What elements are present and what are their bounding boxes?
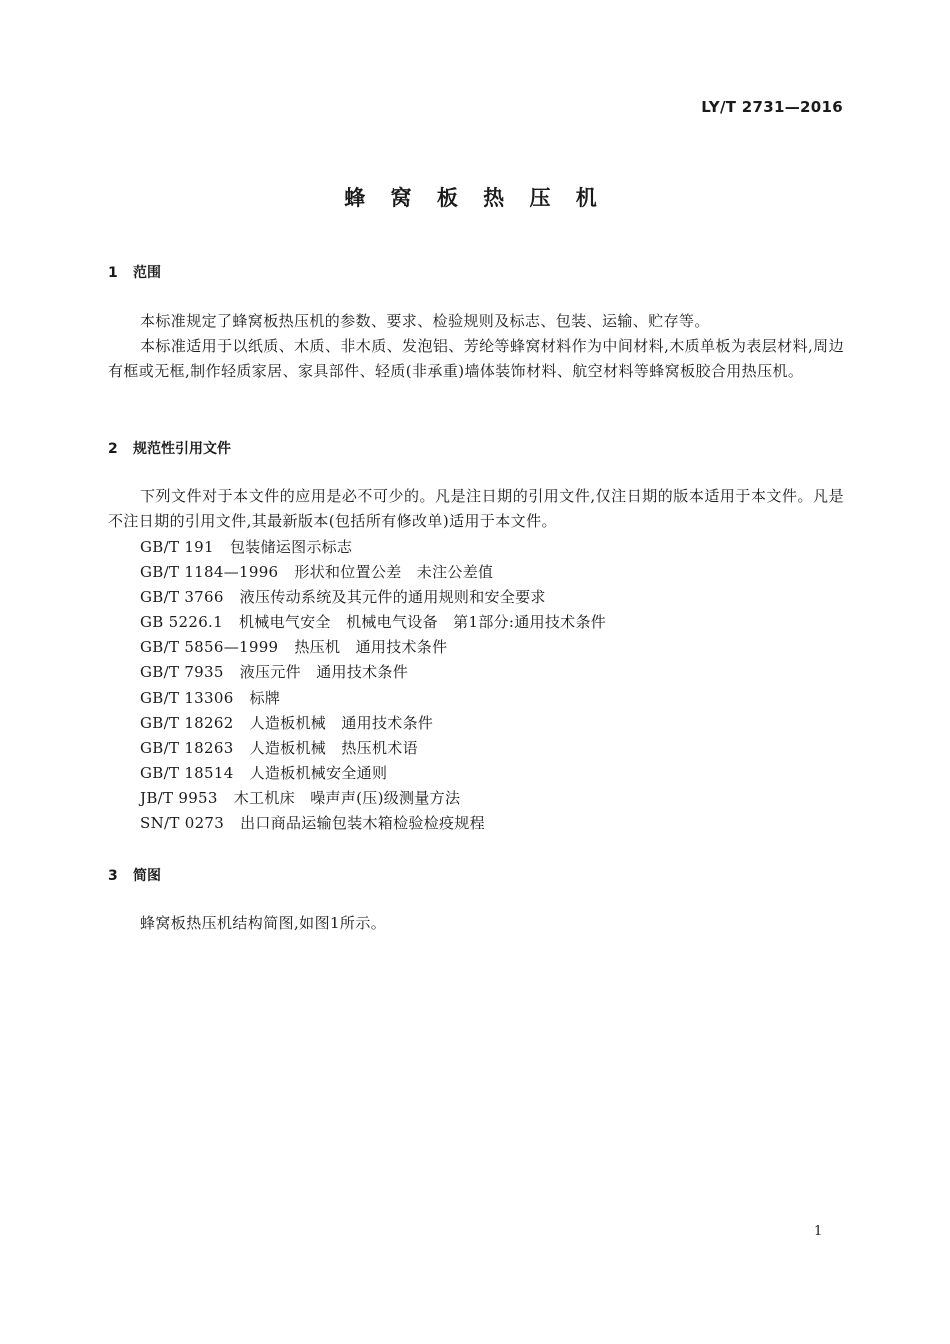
reference-code: SN/T 0273 [140,814,225,833]
reference-title: 机械电气安全 机械电气设备 第1部分:通用技术条件 [238,613,607,632]
reference-item [140,686,606,711]
reference-code: GB/T 5856—1999 [140,638,279,657]
reference-title: 包装储运图示标志 [229,538,353,556]
section-number: 1 [108,265,118,281]
reference-title: 人造板机械 通用技术条件 [249,713,434,732]
reference-item [140,560,606,585]
reference-item [140,585,606,610]
reference-title: 液压元件 通用技术条件 [239,663,409,682]
reference-item [140,736,606,761]
section-title: 规范性引用文件 [133,441,231,457]
section-2-heading [108,438,231,458]
reference-item [140,635,606,660]
reference-code: JB/T 9953 [140,788,218,807]
reference-item [140,610,606,635]
reference-item [140,786,606,811]
reference-code: GB/T 18514 [140,763,234,782]
reference-title: 人造板机械安全通则 [249,763,388,782]
section-3-paragraph-1: 蜂窝板热压机结构简图,如图1所示。 [140,914,387,932]
reference-code: GB 5226.1 [140,613,223,632]
reference-title: 形状和位置公差 未注公差值 [294,563,494,582]
section-1-paragraph-2: 本标准适用于以纸质、木质、非木质、发泡铝、芳纶等蜂窝材料作为中间材料,木质单板为表层材料,周边有框或无框,制作轻质家居、家具部件、轻质(非承重)墙体装饰材料、航空材料等蜂窝板胶合用热压机。 [108,337,844,380]
reference-title: 人造板机械 热压机术语 [249,738,418,757]
section-number: 3 [108,868,118,884]
standard-code: LY/T 2731—2016 [701,98,843,116]
normative-references-list [140,535,606,836]
section-1-paragraph-1: 本标准规定了蜂窝板热压机的参数、要求、检验规则及标志、包装、运输、贮存等。 [140,312,710,330]
reference-code: GB/T 18262 [140,713,234,732]
reference-title: 热压机 通用技术条件 [294,638,448,657]
reference-code: GB/T 13306 [140,688,234,707]
reference-code: GB/T 1184—1996 [140,563,279,582]
reference-code: GB/T 3766 [140,588,224,607]
reference-title: 标牌 [249,688,281,707]
section-1-heading [108,262,161,282]
section-title: 范围 [133,265,161,281]
section-3-heading [108,865,161,885]
reference-title: 木工机床 噪声声(压)级测量方法 [233,788,461,807]
reference-code: GB/T 18263 [140,738,234,757]
reference-item [140,535,606,560]
document-title: 蜂 窝 板 热 压 机 [344,186,606,210]
reference-title: 液压传动系统及其元件的通用规则和安全要求 [239,588,546,607]
page-number: 1 [814,1224,823,1239]
section-number: 2 [108,441,118,457]
section-title: 简图 [133,868,161,884]
reference-item [140,811,606,836]
reference-item [140,660,606,685]
reference-code: GB/T 7935 [140,663,224,682]
reference-item [140,761,606,786]
reference-title: 出口商品运输包装木箱检验检疫规程 [240,814,485,833]
reference-item [140,711,606,736]
reference-code: GB/T 191 [140,538,214,556]
section-2-paragraph-1: 下列文件对于本文件的应用是必不可少的。凡是注日期的引用文件,仅注日期的版本适用于本文件。凡是不注日期的引用文件,其最新版本(包括所有修改单)适用于本文件。 [108,487,844,530]
